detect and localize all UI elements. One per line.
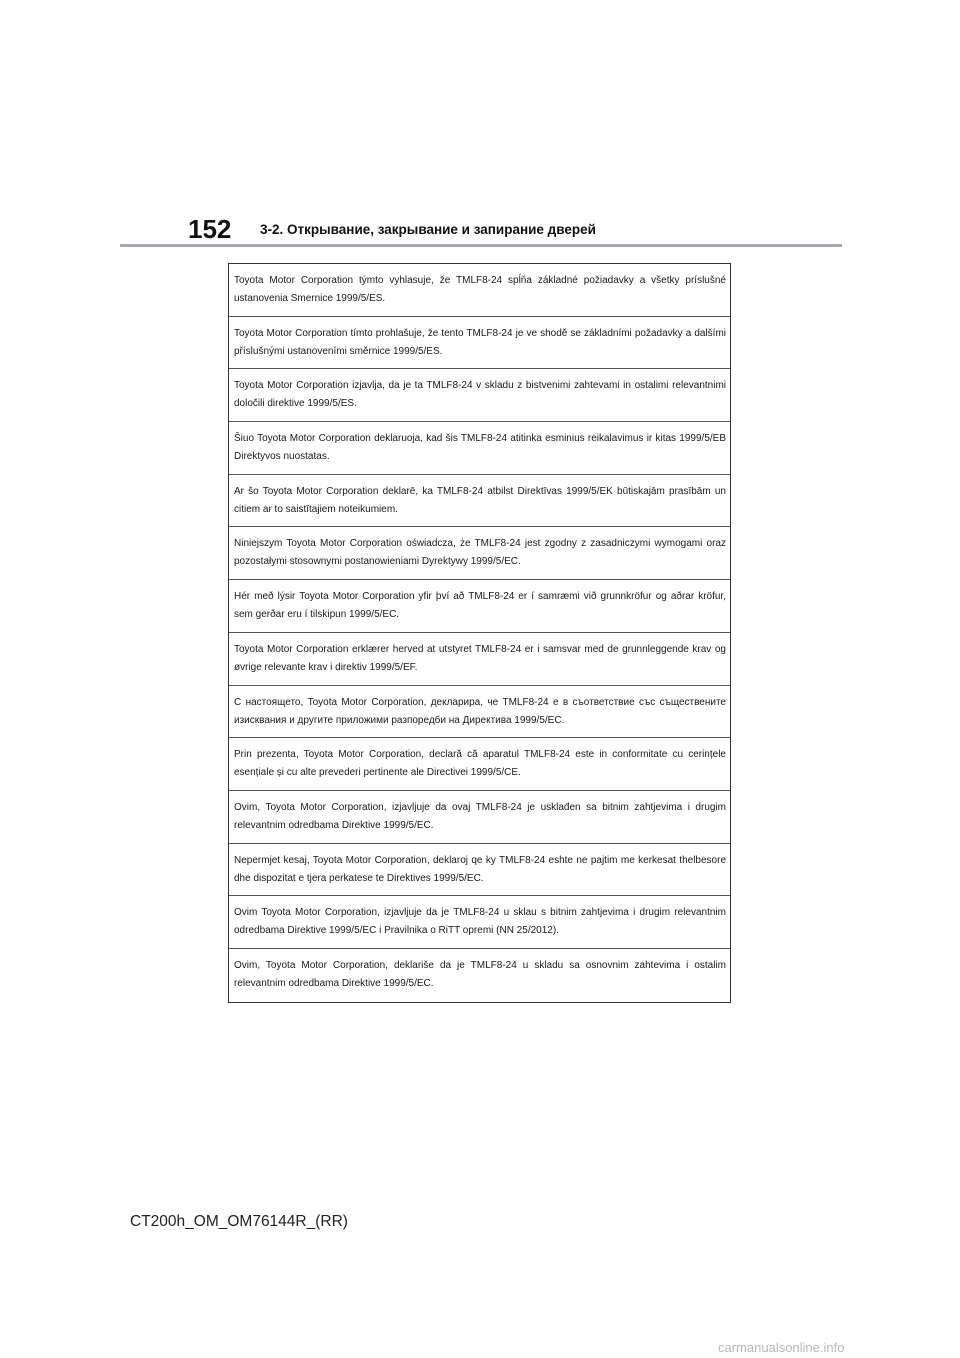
declaration-text-albanian: Nepermjet kesaj, Toyota Motor Corporation, deklaroj qe ky TMLF8-24 eshte ne pajtim me kerkesat thelbesore dhe dispozitat e tjera perkatese te Direktives 1999/5/EC.	[234, 854, 726, 884]
document-code: CT200h_OM_OM76144R_(RR)	[130, 1213, 348, 1230]
declaration-row	[229, 527, 730, 580]
declaration-text-icelandic: Hér með lýsir Toyota Motor Corporation yfir því að TMLF8-24 er í samræmi við grunnkröfur og aðrar kröfur, sem gerðar eru í tilskipun 1999/5/EC.	[234, 591, 726, 621]
declaration-text-slovenian: Toyota Motor Corporation izjavlja, da je ta TMLF8-24 v skladu z bistvenimi zahtevami in ostalimi relevantnimi določili direktive 1999/5/ES.	[234, 380, 726, 410]
watermark-text: carmanualsonline.info	[718, 1340, 845, 1355]
declaration-row	[229, 369, 730, 422]
declaration-text-croatian: Ovim Toyota Motor Corporation, izjavljuje da je TMLF8-24 u sklau s bitnim zahtjevima i drugim relevantnim odredbama Direktive 1999/5/EC i Pravilnika o RiTT opremi (NN 25/2012).	[234, 907, 726, 937]
declaration-row	[229, 422, 730, 475]
declaration-row	[229, 738, 730, 791]
declaration-row	[229, 896, 730, 949]
declaration-text-polish: Niniejszym Toyota Motor Corporation oświadcza, że TMLF8-24 jest zgodny z zasadniczymi wymogami oraz pozostałymi stosownymi postanowieniami Dyrektywy 1999/5/EC.	[234, 538, 726, 568]
declaration-row	[229, 949, 730, 1002]
page-number: 152	[188, 214, 232, 244]
header-divider	[120, 244, 842, 247]
declaration-row	[229, 264, 730, 317]
section-title: 3-2. Открывание, закрывание и запирание дверей	[260, 222, 596, 237]
declaration-text-lithuanian: Šiuo Toyota Motor Corporation deklaruoja, kad šis TMLF8-24 atitinka esminius reikalavimus ir kitas 1999/5/EB Direktyvos nuostatas.	[234, 433, 726, 463]
declaration-text-czech: Toyota Motor Corporation tímto prohlašuje, že tento TMLF8-24 je ve shodě se základními požadavky a dalšími příslušnými ustanoveními směrnice 1999/5/ES.	[234, 327, 726, 357]
declaration-text-slovak: Toyota Motor Corporation týmto vyhlasuje, že TMLF8-24 spĺňa základné požiadavky a všetky príslušné ustanovenia Smernice 1999/5/ES.	[234, 275, 726, 304]
declaration-text-serbian: Ovim, Toyota Motor Corporation, deklariše da je TMLF8-24 u skladu sa osnovnim zahtevima i ostalim relevantnim odredbama Direktive 1999/5/EC.	[234, 959, 726, 989]
page-header	[120, 212, 842, 248]
declaration-text-bulgarian: С настоящето, Toyota Motor Corporation, декларира, че TMLF8-24 е в съответствие със съществените изисквания и другите приложими разпоредби на Директива 1999/5/ЕС.	[234, 696, 726, 726]
declaration-row	[229, 475, 730, 528]
declaration-row	[229, 791, 730, 844]
declaration-text-bosnian: Ovim, Toyota Motor Corporation, izjavljuje da ovaj TMLF8-24 je usklađen sa bitnim zahtjevima i drugim relevantnim odredbama Direktive 1999/5/EC.	[234, 801, 726, 831]
declaration-text-romanian: Prin prezenta, Toyota Motor Corporation, declară că aparatul TMLF8-24 este in conformitate cu cerințele esențiale și cu alte prevederi pertinente ale Directivei 1999/5/CE.	[234, 749, 726, 779]
declaration-text-norwegian: Toyota Motor Corporation erklærer herved at utstyret TMLF8-24 er i samsvar med de grunnleggende krav og øvrige relevante krav i direktiv 1999/5/EF.	[234, 643, 726, 673]
declaration-row	[229, 580, 730, 633]
declaration-row	[229, 686, 730, 739]
declarations-table	[228, 263, 731, 1003]
declaration-text-latvian: Ar šo Toyota Motor Corporation deklarē, ka TMLF8-24 atbilst Direktīvas 1999/5/EK būtiskajām prasībām un citiem ar to saistītajiem noteikumiem.	[234, 485, 726, 515]
declaration-row	[229, 633, 730, 686]
declaration-row	[229, 844, 730, 897]
declaration-row	[229, 317, 730, 370]
